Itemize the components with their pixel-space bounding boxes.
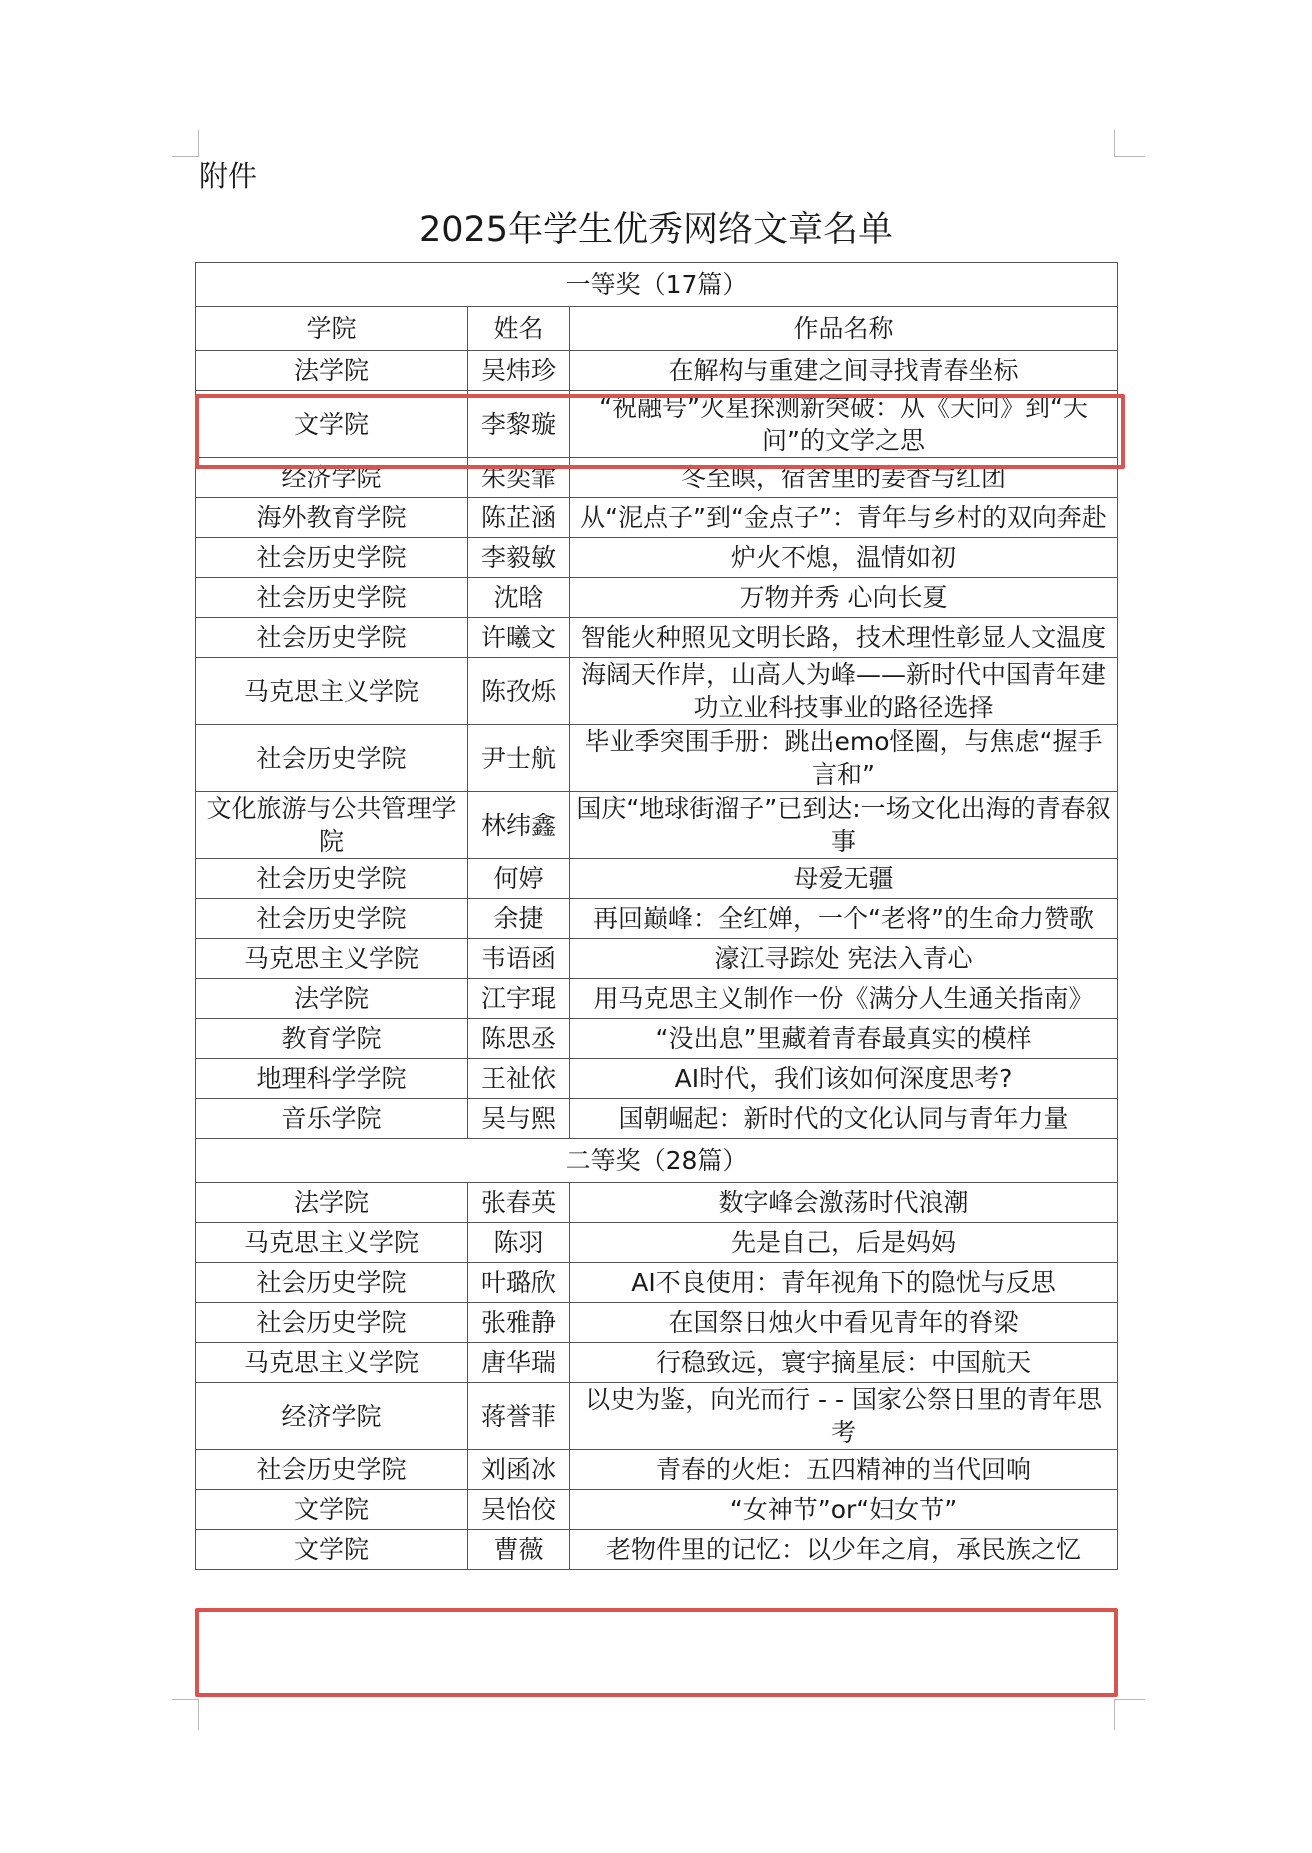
cell-college: 文学院 [196, 391, 468, 458]
cell-name: 李黎璇 [468, 391, 570, 458]
cell-work: 炉火不熄，温情如初 [570, 538, 1118, 578]
cell-work: 濠江寻踪处 宪法入青心 [570, 939, 1118, 979]
table-row [196, 1183, 1118, 1223]
cell-name: 刘函冰 [468, 1450, 570, 1490]
cell-college: 马克思主义学院 [196, 939, 468, 979]
table-row [196, 899, 1118, 939]
document-title: 2025年学生优秀网络文章名单 [418, 210, 894, 250]
cell-work: 智能火种照见文明长路，技术理性彰显人文温度 [570, 618, 1118, 658]
award-list-table [195, 262, 1118, 1570]
cell-name: 林纬鑫 [468, 792, 570, 859]
cell-work: 先是自己，后是妈妈 [570, 1223, 1118, 1263]
cell-work: 海阔天作岸，山高人为峰——新时代中国青年建功立业科技事业的路径选择 [570, 658, 1118, 725]
cell-college: 文学院 [196, 1490, 468, 1530]
cell-name: 韦语函 [468, 939, 570, 979]
column-header-college: 学院 [196, 307, 468, 351]
table-row [196, 1450, 1118, 1490]
cell-work: 万物并秀 心向长夏 [570, 578, 1118, 618]
cell-name: 张雅静 [468, 1303, 570, 1343]
crop-mark-top-right [1114, 130, 1145, 157]
crop-mark-bottom-left [172, 1699, 199, 1730]
cell-name: 江宇琨 [468, 979, 570, 1019]
cell-college: 文化旅游与公共管理学院 [196, 792, 468, 859]
cell-college: 法学院 [196, 1183, 468, 1223]
cell-work: 用马克思主义制作一份《满分人生通关指南》 [570, 979, 1118, 1019]
crop-mark-bottom-right [1114, 1699, 1145, 1730]
cell-college: 马克思主义学院 [196, 1223, 468, 1263]
cell-name: 沈晗 [468, 578, 570, 618]
table-row [196, 391, 1118, 458]
cell-college: 经济学院 [196, 1383, 468, 1450]
table-row [196, 578, 1118, 618]
table-row [196, 351, 1118, 391]
cell-work: 毕业季突围手册：跳出emo怪圈，与焦虑“握手言和” [570, 725, 1118, 792]
table-row [196, 979, 1118, 1019]
section-title: 一等奖（17篇） [196, 263, 1118, 307]
cell-name: 王祉依 [468, 1059, 570, 1099]
table-row [196, 939, 1118, 979]
cell-work: 再回巅峰：全红婵，一个“老将”的生命力赞歌 [570, 899, 1118, 939]
highlight-box [195, 1608, 1118, 1697]
table-row [196, 538, 1118, 578]
table-row [196, 1383, 1118, 1450]
cell-name: 唐华瑞 [468, 1343, 570, 1383]
cell-work: 行稳致远，寰宇摘星辰：中国航天 [570, 1343, 1118, 1383]
cell-work: 在解构与重建之间寻找青春坐标 [570, 351, 1118, 391]
table-row [196, 1019, 1118, 1059]
table-row [196, 1059, 1118, 1099]
section-title: 二等奖（28篇） [196, 1139, 1118, 1183]
cell-college: 马克思主义学院 [196, 658, 468, 725]
cell-college: 社会历史学院 [196, 859, 468, 899]
table-header-row [196, 307, 1118, 351]
cell-name: 曹薇 [468, 1530, 570, 1570]
cell-college: 社会历史学院 [196, 725, 468, 792]
cell-name: 尹士航 [468, 725, 570, 792]
cell-work: 青春的火炬：五四精神的当代回响 [570, 1450, 1118, 1490]
cell-college: 社会历史学院 [196, 618, 468, 658]
cell-work: “女神节”or“妇女节” [570, 1490, 1118, 1530]
cell-college: 社会历史学院 [196, 899, 468, 939]
cell-college: 教育学院 [196, 1019, 468, 1059]
table-row [196, 458, 1118, 498]
table-row [196, 792, 1118, 859]
cell-name: 李毅敏 [468, 538, 570, 578]
cell-name: 何婷 [468, 859, 570, 899]
cell-name: 吴怡佼 [468, 1490, 570, 1530]
table-row [196, 1530, 1118, 1570]
cell-work: 数字峰会激荡时代浪潮 [570, 1183, 1118, 1223]
table-row [196, 1263, 1118, 1303]
table-row [196, 658, 1118, 725]
cell-name: 陈芷涵 [468, 498, 570, 538]
cell-college: 社会历史学院 [196, 1450, 468, 1490]
table-body [196, 263, 1118, 1570]
table-row [196, 1303, 1118, 1343]
cell-name: 朱奕霏 [468, 458, 570, 498]
cell-name: 陈思丞 [468, 1019, 570, 1059]
cell-work: 冬至暝，宿舍里的姜香与红团 [570, 458, 1118, 498]
cell-work: AI时代，我们该如何深度思考? [570, 1059, 1118, 1099]
crop-mark-top-left [172, 130, 199, 157]
cell-college: 地理科学学院 [196, 1059, 468, 1099]
column-header-work: 作品名称 [570, 307, 1118, 351]
cell-name: 陈孜烁 [468, 658, 570, 725]
cell-college: 文学院 [196, 1530, 468, 1570]
cell-work: 国朝崛起：新时代的文化认同与青年力量 [570, 1099, 1118, 1139]
table-row [196, 498, 1118, 538]
cell-name: 许曦文 [468, 618, 570, 658]
cell-name: 叶璐欣 [468, 1263, 570, 1303]
cell-college: 社会历史学院 [196, 578, 468, 618]
cell-college: 经济学院 [196, 458, 468, 498]
column-header-name: 姓名 [468, 307, 570, 351]
cell-name: 吴与熙 [468, 1099, 570, 1139]
cell-college: 法学院 [196, 979, 468, 1019]
table-row [196, 1223, 1118, 1263]
cell-college: 社会历史学院 [196, 1263, 468, 1303]
cell-college: 社会历史学院 [196, 1303, 468, 1343]
cell-work: 从“泥点子”到“金点子”：青年与乡村的双向奔赴 [570, 498, 1118, 538]
table-row [196, 1343, 1118, 1383]
cell-college: 社会历史学院 [196, 538, 468, 578]
cell-college: 法学院 [196, 351, 468, 391]
cell-work: 在国祭日烛火中看见青年的脊梁 [570, 1303, 1118, 1343]
cell-name: 余捷 [468, 899, 570, 939]
cell-work: 母爱无疆 [570, 859, 1118, 899]
cell-name: 蒋誉菲 [468, 1383, 570, 1450]
cell-college: 海外教育学院 [196, 498, 468, 538]
cell-name: 吴炜珍 [468, 351, 570, 391]
cell-work: 以史为鉴，向光而行 - - 国家公祭日里的青年思考 [570, 1383, 1118, 1450]
cell-college: 音乐学院 [196, 1099, 468, 1139]
table-row [196, 618, 1118, 658]
cell-work: “祝融号”火星探测新突破：从《天问》到“天问”的文学之思 [570, 391, 1118, 458]
cell-work: “没出息”里藏着青春最真实的模样 [570, 1019, 1118, 1059]
table-row [196, 725, 1118, 792]
section-row-second-prize [196, 1139, 1118, 1183]
cell-work: AI不良使用：青年视角下的隐忧与反思 [570, 1263, 1118, 1303]
cell-college: 马克思主义学院 [196, 1343, 468, 1383]
table-row [196, 1099, 1118, 1139]
cell-work: 老物件里的记忆：以少年之肩，承民族之忆 [570, 1530, 1118, 1570]
table-row [196, 859, 1118, 899]
cell-name: 张春英 [468, 1183, 570, 1223]
table-row [196, 1490, 1118, 1530]
cell-name: 陈羽 [468, 1223, 570, 1263]
cell-work: 国庆“地球街溜子”已到达:一场文化出海的青春叙事 [570, 792, 1118, 859]
section-row-first-prize [196, 263, 1118, 307]
attachment-label: 附件 [199, 159, 258, 193]
